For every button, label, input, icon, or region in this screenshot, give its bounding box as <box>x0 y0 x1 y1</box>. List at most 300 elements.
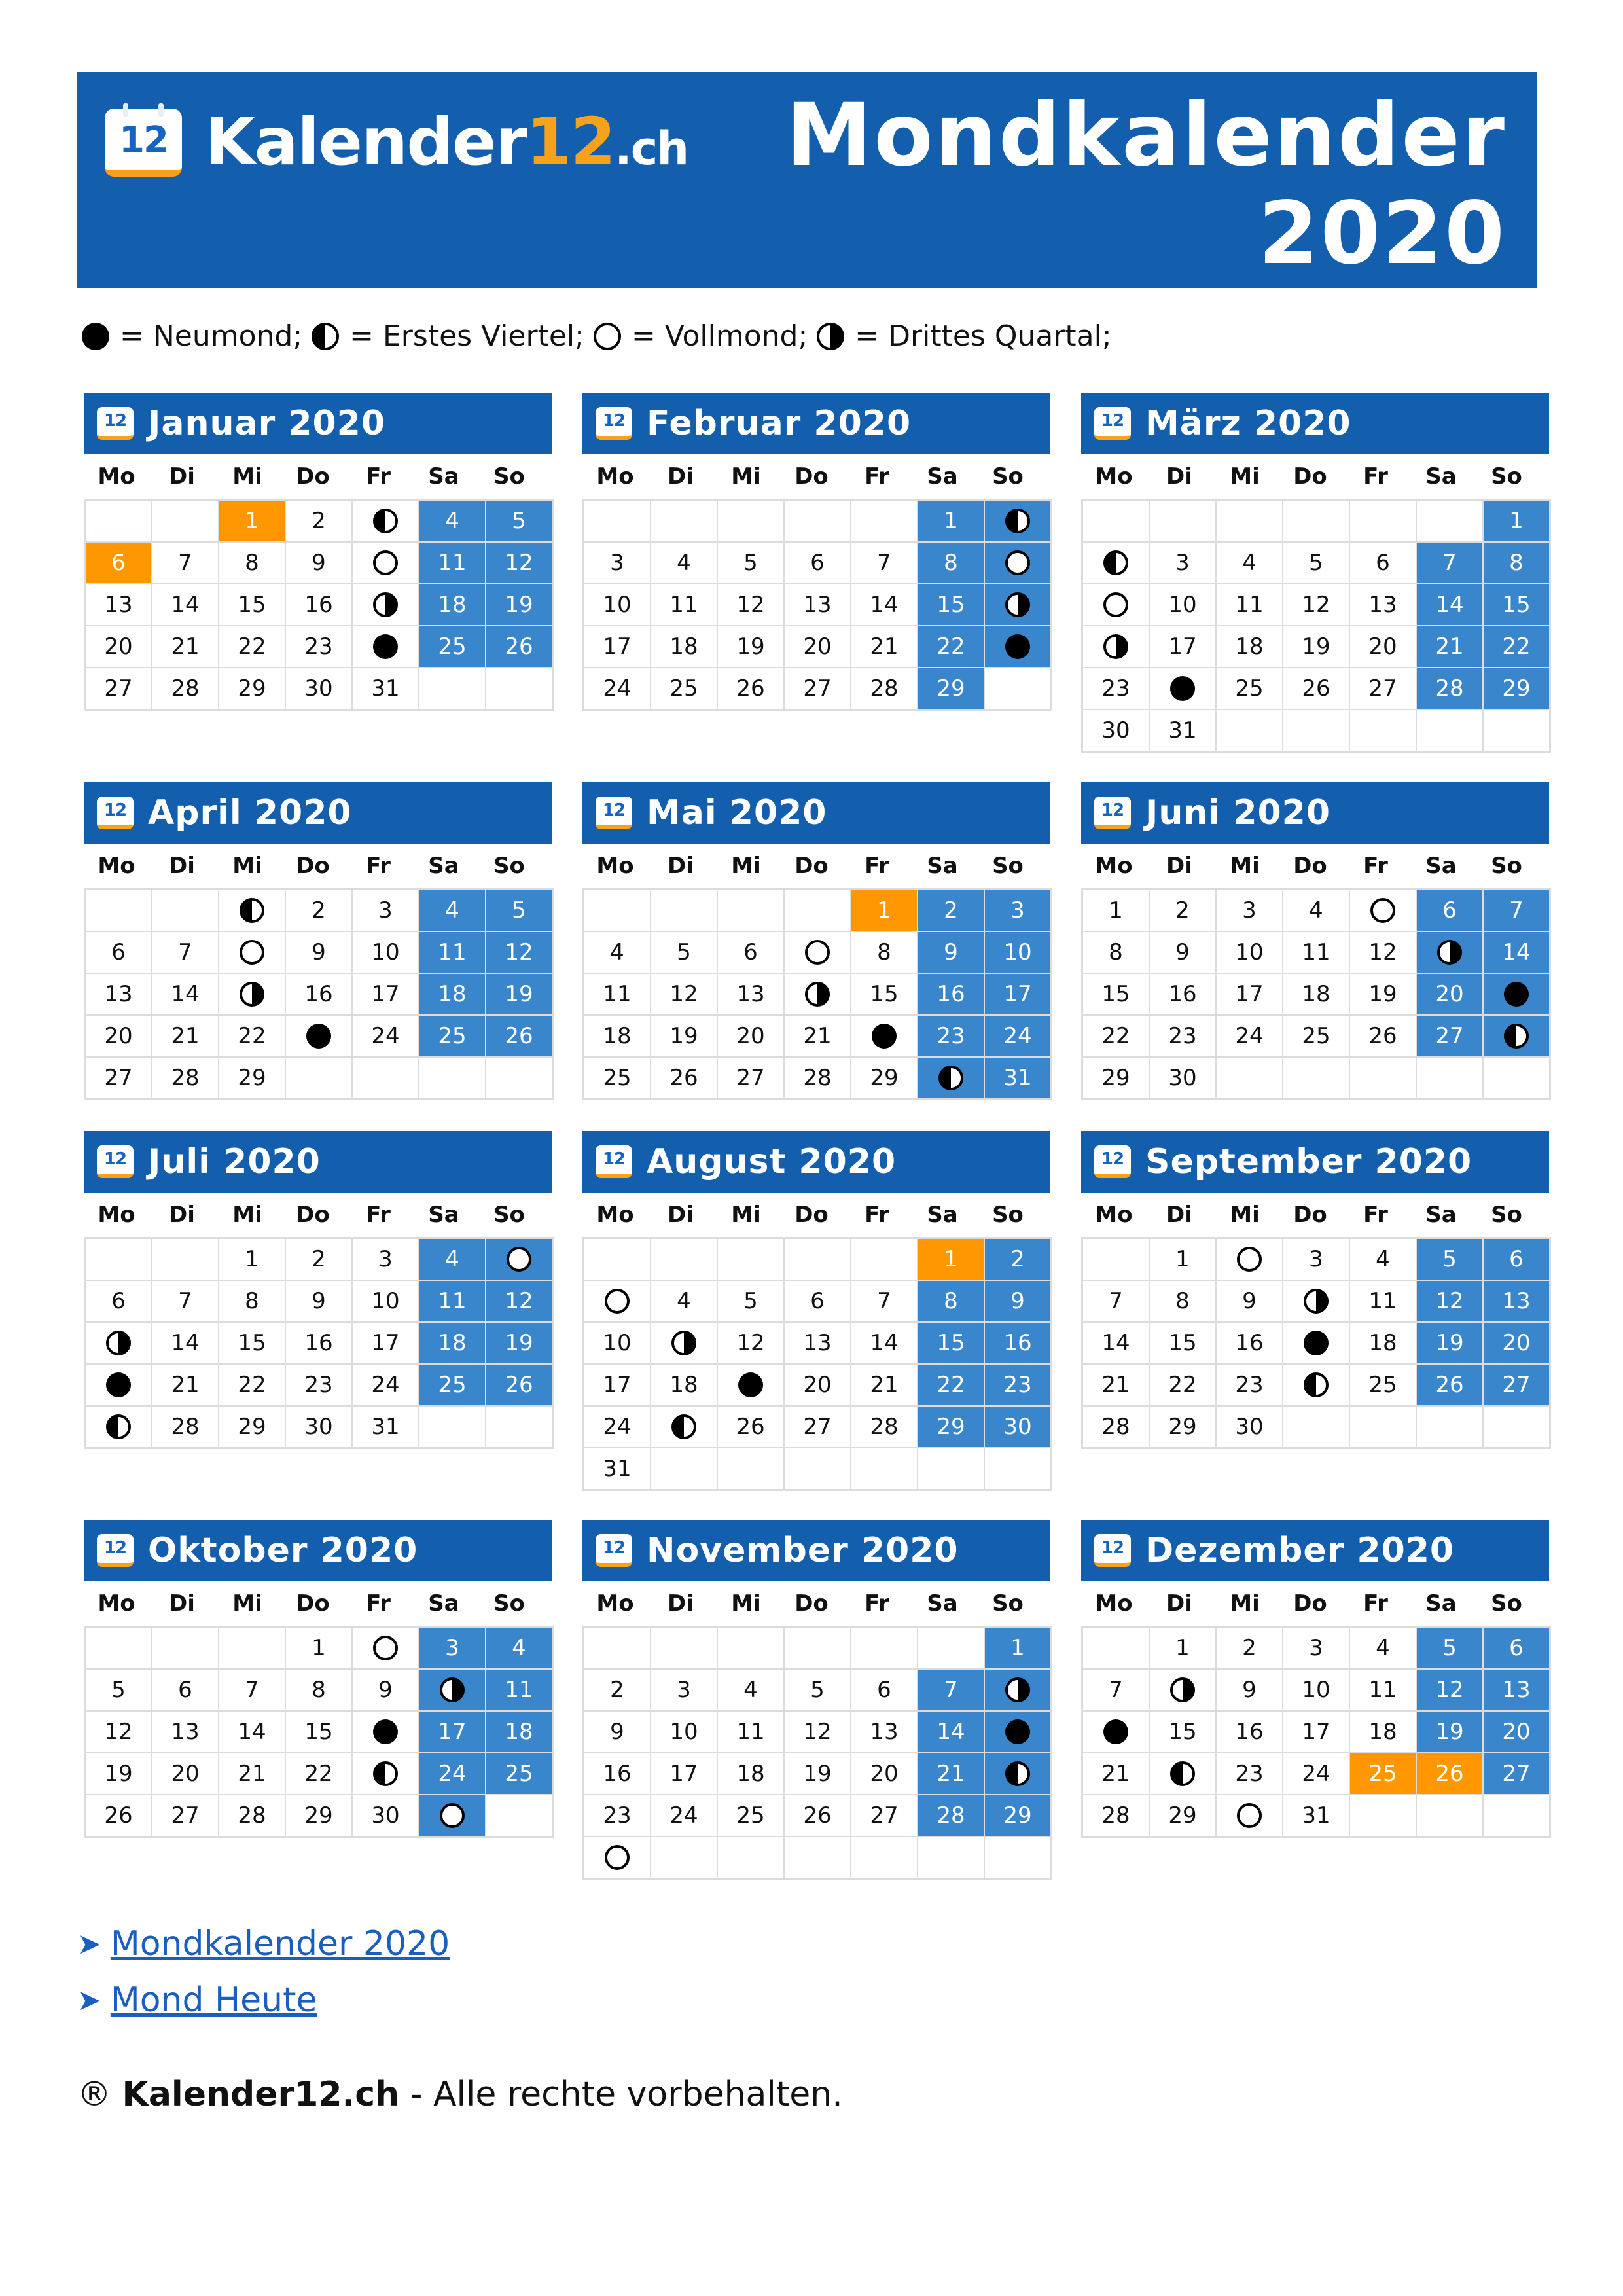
day-cell[interactable]: 22 <box>918 1365 984 1405</box>
day-cell[interactable]: 25 <box>419 1016 485 1056</box>
day-cell[interactable]: 10 <box>353 932 418 973</box>
day-cell[interactable]: 14 <box>918 1712 984 1752</box>
day-cell[interactable]: 24 <box>353 1365 418 1405</box>
day-cell[interactable]: 26 <box>718 1407 783 1447</box>
day-cell[interactable]: 28 <box>219 1795 285 1836</box>
day-cell[interactable]: 12 <box>718 584 783 625</box>
day-cell[interactable] <box>1283 1365 1349 1405</box>
day-cell[interactable]: 29 <box>851 1058 917 1098</box>
day-cell[interactable]: 24 <box>584 668 650 709</box>
day-cell[interactable]: 12 <box>486 543 552 583</box>
day-cell[interactable]: 18 <box>486 1712 552 1752</box>
day-cell[interactable]: 13 <box>785 1323 850 1363</box>
day-cell[interactable]: 12 <box>1283 584 1349 625</box>
day-cell[interactable]: 15 <box>918 1323 984 1363</box>
day-cell[interactable]: 12 <box>86 1712 151 1752</box>
day-cell[interactable]: 5 <box>718 1281 783 1321</box>
day-cell[interactable]: 21 <box>1083 1753 1149 1794</box>
day-cell[interactable]: 15 <box>1150 1323 1215 1363</box>
day-cell[interactable]: 9 <box>918 932 984 973</box>
day-cell[interactable]: 21 <box>152 626 218 667</box>
day-cell[interactable]: 23 <box>1150 1016 1215 1056</box>
day-cell[interactable]: 6 <box>86 932 151 973</box>
day-cell[interactable]: 28 <box>851 668 917 709</box>
day-cell[interactable]: 5 <box>486 890 552 931</box>
day-cell[interactable]: 20 <box>86 626 151 667</box>
day-cell[interactable]: 6 <box>152 1670 218 1710</box>
day-cell[interactable]: 29 <box>985 1795 1050 1836</box>
day-cell[interactable]: 16 <box>286 974 351 1014</box>
day-cell[interactable]: 21 <box>1083 1365 1149 1405</box>
day-cell[interactable] <box>353 1628 418 1668</box>
link-moon-today[interactable]: Mond Heute <box>110 1981 317 2020</box>
day-cell[interactable]: 20 <box>1350 626 1416 667</box>
day-cell[interactable]: 4 <box>651 1281 717 1321</box>
day-cell[interactable]: 4 <box>1350 1628 1416 1668</box>
day-cell[interactable]: 13 <box>1350 584 1416 625</box>
day-cell[interactable]: 26 <box>651 1058 717 1098</box>
day-cell[interactable]: 7 <box>152 1281 218 1321</box>
day-cell[interactable] <box>1484 974 1549 1014</box>
day-cell[interactable]: 18 <box>718 1753 783 1794</box>
day-cell[interactable] <box>219 974 285 1014</box>
day-cell[interactable]: 13 <box>851 1712 917 1752</box>
day-cell[interactable]: 14 <box>219 1712 285 1752</box>
day-cell[interactable]: 2 <box>286 890 351 931</box>
day-cell[interactable]: 29 <box>219 1407 285 1447</box>
day-cell[interactable]: 2 <box>918 890 984 931</box>
day-cell[interactable]: 16 <box>1150 974 1215 1014</box>
day-cell[interactable] <box>918 1058 984 1098</box>
day-cell[interactable]: 10 <box>1150 584 1215 625</box>
day-cell[interactable]: 23 <box>286 1365 351 1405</box>
day-cell[interactable]: 11 <box>419 543 485 583</box>
day-cell[interactable]: 22 <box>918 626 984 667</box>
day-cell[interactable]: 3 <box>651 1670 717 1710</box>
day-cell[interactable] <box>851 1016 917 1056</box>
day-cell[interactable]: 19 <box>486 584 552 625</box>
day-cell[interactable]: 5 <box>1417 1628 1482 1668</box>
day-cell[interactable]: 23 <box>918 1016 984 1056</box>
day-cell[interactable]: 4 <box>419 890 485 931</box>
day-cell[interactable]: 30 <box>1150 1058 1215 1098</box>
day-cell[interactable] <box>1217 1239 1282 1280</box>
day-cell[interactable]: 3 <box>353 890 418 931</box>
day-cell[interactable]: 20 <box>1484 1712 1549 1752</box>
day-cell[interactable] <box>1150 668 1215 709</box>
day-cell[interactable] <box>353 1712 418 1752</box>
day-cell[interactable]: 22 <box>1150 1365 1215 1405</box>
day-cell[interactable]: 18 <box>1350 1712 1416 1752</box>
day-cell[interactable]: 18 <box>651 1365 717 1405</box>
day-cell[interactable]: 26 <box>718 668 783 709</box>
day-cell[interactable]: 23 <box>985 1365 1050 1405</box>
day-cell[interactable]: 17 <box>985 974 1050 1014</box>
day-cell[interactable]: 16 <box>918 974 984 1014</box>
day-cell[interactable]: 29 <box>918 668 984 709</box>
day-cell[interactable]: 6 <box>1350 543 1416 583</box>
day-cell[interactable]: 21 <box>851 1365 917 1405</box>
day-cell[interactable]: 26 <box>486 1365 552 1405</box>
day-cell[interactable]: 4 <box>1350 1239 1416 1280</box>
day-cell[interactable]: 13 <box>1484 1281 1549 1321</box>
day-cell[interactable]: 4 <box>419 1239 485 1280</box>
day-cell[interactable]: 7 <box>1083 1281 1149 1321</box>
day-cell[interactable]: 18 <box>419 974 485 1014</box>
day-cell[interactable] <box>86 1323 151 1363</box>
day-cell[interactable]: 24 <box>651 1795 717 1836</box>
day-cell[interactable]: 5 <box>718 543 783 583</box>
day-cell[interactable]: 11 <box>419 1281 485 1321</box>
day-cell[interactable]: 13 <box>785 584 850 625</box>
day-cell[interactable]: 18 <box>1217 626 1282 667</box>
day-cell[interactable]: 4 <box>486 1628 552 1668</box>
day-cell[interactable]: 9 <box>985 1281 1050 1321</box>
day-cell[interactable]: 17 <box>584 626 650 667</box>
day-cell[interactable]: 16 <box>985 1323 1050 1363</box>
day-cell[interactable] <box>985 584 1050 625</box>
day-cell[interactable] <box>419 1670 485 1710</box>
day-cell[interactable]: 12 <box>1417 1281 1482 1321</box>
day-cell[interactable]: 26 <box>1350 1016 1416 1056</box>
day-cell[interactable]: 20 <box>785 626 850 667</box>
day-cell[interactable]: 1 <box>219 1239 285 1280</box>
day-cell[interactable]: 3 <box>584 543 650 583</box>
day-cell[interactable]: 31 <box>985 1058 1050 1098</box>
day-cell[interactable]: 22 <box>286 1753 351 1794</box>
day-cell[interactable]: 25 <box>1217 668 1282 709</box>
day-cell[interactable]: 6 <box>1417 890 1482 931</box>
day-cell[interactable] <box>985 1712 1050 1752</box>
day-cell[interactable]: 16 <box>584 1753 650 1794</box>
day-cell[interactable]: 15 <box>1083 974 1149 1014</box>
day-cell[interactable]: 7 <box>219 1670 285 1710</box>
day-cell[interactable]: 24 <box>584 1407 650 1447</box>
day-cell[interactable]: 11 <box>1283 932 1349 973</box>
day-cell[interactable] <box>785 932 850 973</box>
day-cell[interactable]: 11 <box>718 1712 783 1752</box>
day-cell[interactable]: 17 <box>353 974 418 1014</box>
day-cell[interactable]: 9 <box>1217 1670 1282 1710</box>
day-cell[interactable] <box>1217 1795 1282 1836</box>
day-cell[interactable]: 14 <box>152 584 218 625</box>
day-cell[interactable] <box>1350 890 1416 931</box>
day-cell[interactable] <box>353 1753 418 1794</box>
day-cell[interactable]: 18 <box>651 626 717 667</box>
day-cell[interactable] <box>985 626 1050 667</box>
day-cell[interactable]: 10 <box>651 1712 717 1752</box>
day-cell[interactable]: 13 <box>86 584 151 625</box>
day-cell[interactable]: 5 <box>486 501 552 541</box>
day-cell[interactable]: 13 <box>152 1712 218 1752</box>
day-cell[interactable]: 28 <box>785 1058 850 1098</box>
day-cell[interactable] <box>353 626 418 667</box>
day-cell[interactable] <box>985 543 1050 583</box>
day-cell[interactable]: 22 <box>1083 1016 1149 1056</box>
day-cell[interactable]: 29 <box>1484 668 1549 709</box>
day-cell[interactable]: 3 <box>1150 543 1215 583</box>
day-cell[interactable]: 8 <box>286 1670 351 1710</box>
day-cell[interactable]: 4 <box>1283 890 1349 931</box>
day-cell[interactable]: 20 <box>1484 1323 1549 1363</box>
day-cell[interactable]: 30 <box>1083 710 1149 751</box>
day-cell[interactable]: 3 <box>1283 1628 1349 1668</box>
day-cell[interactable]: 13 <box>718 974 783 1014</box>
day-cell[interactable]: 6 <box>785 543 850 583</box>
day-cell[interactable]: 2 <box>286 1239 351 1280</box>
day-cell[interactable]: 7 <box>152 932 218 973</box>
day-cell[interactable]: 11 <box>419 932 485 973</box>
day-cell[interactable]: 21 <box>918 1753 984 1794</box>
day-cell[interactable]: 27 <box>1484 1365 1549 1405</box>
day-cell[interactable]: 25 <box>486 1753 552 1794</box>
day-cell[interactable]: 15 <box>918 584 984 625</box>
day-cell[interactable]: 5 <box>785 1670 850 1710</box>
day-cell[interactable]: 28 <box>152 1407 218 1447</box>
day-cell[interactable]: 4 <box>1217 543 1282 583</box>
day-cell[interactable] <box>718 1365 783 1405</box>
day-cell[interactable]: 21 <box>219 1753 285 1794</box>
day-cell[interactable]: 1 <box>1150 1239 1215 1280</box>
day-cell[interactable]: 8 <box>918 543 984 583</box>
day-cell[interactable]: 26 <box>86 1795 151 1836</box>
day-cell[interactable]: 19 <box>1417 1712 1482 1752</box>
day-cell[interactable]: 4 <box>651 543 717 583</box>
day-cell[interactable]: 3 <box>1283 1239 1349 1280</box>
day-cell[interactable]: 28 <box>1083 1795 1149 1836</box>
day-cell[interactable] <box>286 1016 351 1056</box>
day-cell[interactable]: 21 <box>851 626 917 667</box>
day-cell[interactable]: 31 <box>1283 1795 1349 1836</box>
day-cell[interactable]: 5 <box>1283 543 1349 583</box>
day-cell[interactable]: 30 <box>353 1795 418 1836</box>
day-cell[interactable]: 18 <box>419 1323 485 1363</box>
day-cell[interactable]: 25 <box>1350 1753 1416 1794</box>
day-cell[interactable]: 10 <box>353 1281 418 1321</box>
day-cell[interactable]: 14 <box>851 584 917 625</box>
day-cell[interactable]: 2 <box>985 1239 1050 1280</box>
day-cell[interactable]: 7 <box>851 1281 917 1321</box>
day-cell[interactable]: 5 <box>651 932 717 973</box>
day-cell[interactable]: 12 <box>1417 1670 1482 1710</box>
day-cell[interactable]: 6 <box>718 932 783 973</box>
day-cell[interactable]: 8 <box>1484 543 1549 583</box>
day-cell[interactable]: 28 <box>1417 668 1482 709</box>
day-cell[interactable] <box>584 1281 650 1321</box>
day-cell[interactable]: 25 <box>718 1795 783 1836</box>
day-cell[interactable] <box>651 1323 717 1363</box>
day-cell[interactable]: 28 <box>152 1058 218 1098</box>
day-cell[interactable]: 1 <box>286 1628 351 1668</box>
day-cell[interactable]: 9 <box>286 543 351 583</box>
day-cell[interactable] <box>419 1795 485 1836</box>
day-cell[interactable]: 8 <box>851 932 917 973</box>
day-cell[interactable]: 29 <box>1150 1407 1215 1447</box>
day-cell[interactable]: 10 <box>1283 1670 1349 1710</box>
day-cell[interactable] <box>353 543 418 583</box>
day-cell[interactable]: 1 <box>851 890 917 931</box>
day-cell[interactable]: 11 <box>1350 1281 1416 1321</box>
day-cell[interactable]: 8 <box>1150 1281 1215 1321</box>
day-cell[interactable]: 8 <box>219 543 285 583</box>
day-cell[interactable]: 19 <box>486 974 552 1014</box>
day-cell[interactable]: 29 <box>219 668 285 709</box>
day-cell[interactable]: 3 <box>419 1628 485 1668</box>
day-cell[interactable] <box>985 1670 1050 1710</box>
day-cell[interactable]: 31 <box>1150 710 1215 751</box>
day-cell[interactable] <box>86 1407 151 1447</box>
day-cell[interactable]: 17 <box>1283 1712 1349 1752</box>
day-cell[interactable]: 20 <box>86 1016 151 1056</box>
day-cell[interactable]: 23 <box>1217 1365 1282 1405</box>
day-cell[interactable]: 17 <box>419 1712 485 1752</box>
day-cell[interactable]: 23 <box>1083 668 1149 709</box>
day-cell[interactable]: 26 <box>1417 1753 1482 1794</box>
day-cell[interactable] <box>985 1753 1050 1794</box>
day-cell[interactable]: 29 <box>1150 1795 1215 1836</box>
day-cell[interactable]: 23 <box>286 626 351 667</box>
day-cell[interactable]: 13 <box>1484 1670 1549 1710</box>
day-cell[interactable]: 27 <box>785 1407 850 1447</box>
day-cell[interactable]: 9 <box>1217 1281 1282 1321</box>
day-cell[interactable]: 27 <box>152 1795 218 1836</box>
day-cell[interactable]: 19 <box>1350 974 1416 1014</box>
day-cell[interactable]: 27 <box>86 668 151 709</box>
day-cell[interactable]: 17 <box>651 1753 717 1794</box>
day-cell[interactable]: 16 <box>286 584 351 625</box>
day-cell[interactable]: 11 <box>1217 584 1282 625</box>
day-cell[interactable]: 29 <box>286 1795 351 1836</box>
day-cell[interactable]: 5 <box>1417 1239 1482 1280</box>
day-cell[interactable] <box>353 584 418 625</box>
day-cell[interactable]: 29 <box>1083 1058 1149 1098</box>
day-cell[interactable]: 12 <box>486 1281 552 1321</box>
day-cell[interactable]: 23 <box>584 1795 650 1836</box>
day-cell[interactable]: 21 <box>152 1365 218 1405</box>
day-cell[interactable]: 2 <box>286 501 351 541</box>
day-cell[interactable]: 19 <box>1283 626 1349 667</box>
day-cell[interactable]: 19 <box>718 626 783 667</box>
day-cell[interactable]: 11 <box>651 584 717 625</box>
day-cell[interactable]: 15 <box>851 974 917 1014</box>
day-cell[interactable]: 28 <box>918 1795 984 1836</box>
day-cell[interactable]: 18 <box>1283 974 1349 1014</box>
day-cell[interactable]: 27 <box>785 668 850 709</box>
day-cell[interactable]: 17 <box>584 1365 650 1405</box>
day-cell[interactable] <box>1417 932 1482 973</box>
day-cell[interactable]: 2 <box>1217 1628 1282 1668</box>
day-cell[interactable]: 26 <box>1417 1365 1482 1405</box>
day-cell[interactable]: 17 <box>1217 974 1282 1014</box>
day-cell[interactable]: 16 <box>1217 1323 1282 1363</box>
day-cell[interactable]: 29 <box>219 1058 285 1098</box>
day-cell[interactable]: 7 <box>1417 543 1482 583</box>
day-cell[interactable]: 8 <box>918 1281 984 1321</box>
day-cell[interactable]: 27 <box>1484 1753 1549 1794</box>
day-cell[interactable] <box>1484 1016 1549 1056</box>
day-cell[interactable]: 10 <box>1217 932 1282 973</box>
day-cell[interactable]: 15 <box>1150 1712 1215 1752</box>
day-cell[interactable]: 21 <box>1417 626 1482 667</box>
day-cell[interactable]: 2 <box>584 1670 650 1710</box>
day-cell[interactable]: 14 <box>1417 584 1482 625</box>
day-cell[interactable]: 10 <box>584 584 650 625</box>
day-cell[interactable] <box>651 1407 717 1447</box>
day-cell[interactable]: 26 <box>1283 668 1349 709</box>
day-cell[interactable]: 30 <box>286 1407 351 1447</box>
day-cell[interactable]: 14 <box>152 1323 218 1363</box>
day-cell[interactable]: 9 <box>286 932 351 973</box>
day-cell[interactable] <box>353 501 418 541</box>
day-cell[interactable]: 15 <box>1484 584 1549 625</box>
day-cell[interactable]: 27 <box>718 1058 783 1098</box>
day-cell[interactable]: 9 <box>353 1670 418 1710</box>
day-cell[interactable]: 14 <box>851 1323 917 1363</box>
day-cell[interactable]: 28 <box>1083 1407 1149 1447</box>
day-cell[interactable]: 9 <box>286 1281 351 1321</box>
day-cell[interactable]: 3 <box>1217 890 1282 931</box>
day-cell[interactable]: 25 <box>419 1365 485 1405</box>
day-cell[interactable] <box>1283 1323 1349 1363</box>
day-cell[interactable]: 6 <box>86 1281 151 1321</box>
day-cell[interactable]: 22 <box>219 1016 285 1056</box>
day-cell[interactable]: 20 <box>851 1753 917 1794</box>
day-cell[interactable]: 4 <box>419 501 485 541</box>
day-cell[interactable]: 12 <box>718 1323 783 1363</box>
day-cell[interactable]: 11 <box>486 1670 552 1710</box>
day-cell[interactable] <box>486 1239 552 1280</box>
day-cell[interactable]: 27 <box>851 1795 917 1836</box>
day-cell[interactable]: 22 <box>219 626 285 667</box>
day-cell[interactable]: 6 <box>1484 1628 1549 1668</box>
day-cell[interactable] <box>1083 584 1149 625</box>
day-cell[interactable]: 26 <box>785 1795 850 1836</box>
day-cell[interactable]: 28 <box>152 668 218 709</box>
day-cell[interactable]: 19 <box>86 1753 151 1794</box>
day-cell[interactable]: 19 <box>651 1016 717 1056</box>
day-cell[interactable]: 9 <box>1150 932 1215 973</box>
day-cell[interactable]: 20 <box>1417 974 1482 1014</box>
day-cell[interactable]: 7 <box>152 543 218 583</box>
day-cell[interactable]: 3 <box>985 890 1050 931</box>
day-cell[interactable]: 17 <box>353 1323 418 1363</box>
day-cell[interactable]: 17 <box>1150 626 1215 667</box>
day-cell[interactable]: 30 <box>1217 1407 1282 1447</box>
day-cell[interactable]: 18 <box>584 1016 650 1056</box>
day-cell[interactable]: 25 <box>419 626 485 667</box>
day-cell[interactable]: 22 <box>219 1365 285 1405</box>
day-cell[interactable] <box>785 974 850 1014</box>
day-cell[interactable] <box>1083 626 1149 667</box>
day-cell[interactable]: 16 <box>286 1323 351 1363</box>
day-cell[interactable] <box>1150 1670 1215 1710</box>
day-cell[interactable]: 30 <box>286 668 351 709</box>
day-cell[interactable]: 21 <box>152 1016 218 1056</box>
day-cell[interactable]: 1 <box>985 1628 1050 1668</box>
day-cell[interactable]: 30 <box>985 1407 1050 1447</box>
day-cell[interactable]: 29 <box>918 1407 984 1447</box>
day-cell[interactable] <box>219 932 285 973</box>
day-cell[interactable] <box>1283 1281 1349 1321</box>
day-cell[interactable]: 11 <box>584 974 650 1014</box>
day-cell[interactable]: 20 <box>718 1016 783 1056</box>
day-cell[interactable]: 28 <box>851 1407 917 1447</box>
day-cell[interactable] <box>86 1365 151 1405</box>
day-cell[interactable]: 12 <box>785 1712 850 1752</box>
day-cell[interactable]: 27 <box>86 1058 151 1098</box>
day-cell[interactable]: 14 <box>152 974 218 1014</box>
day-cell[interactable]: 7 <box>851 543 917 583</box>
